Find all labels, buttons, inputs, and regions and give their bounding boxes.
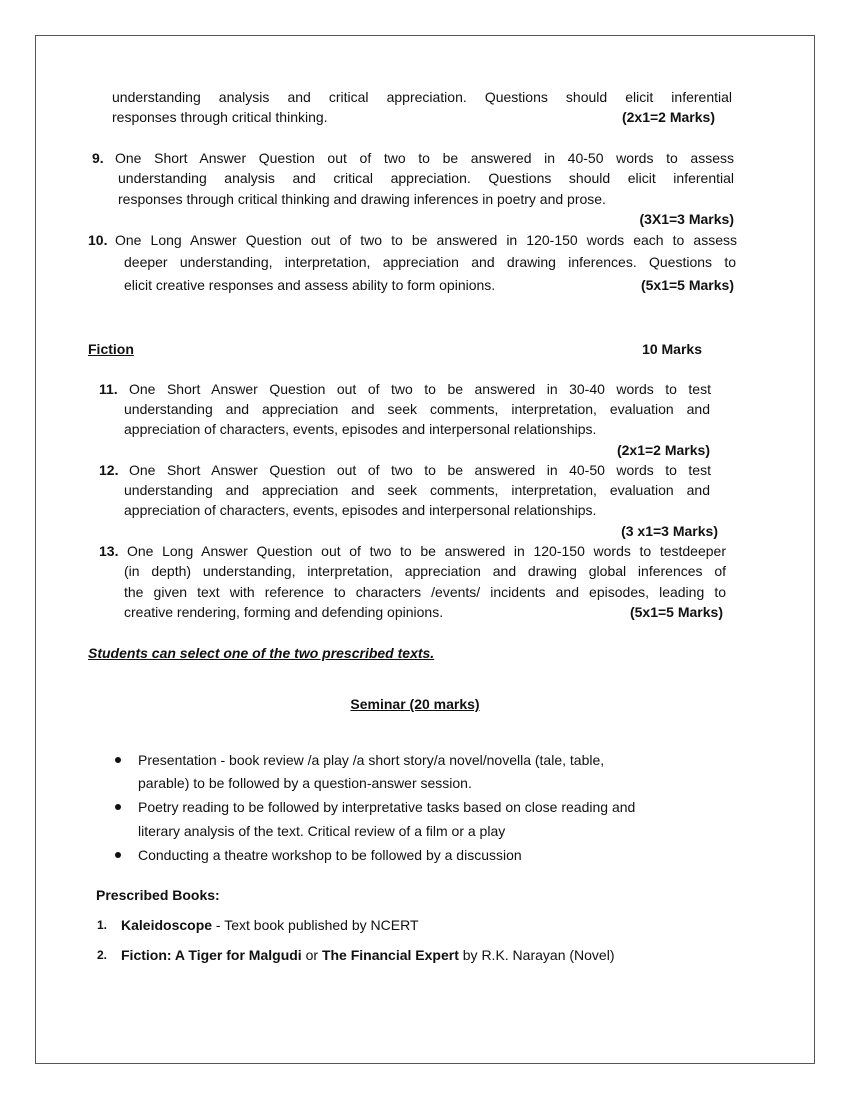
prescribed-item-2-or: or <box>301 947 322 963</box>
q9-marks: (3X1=3 Marks) <box>639 211 734 227</box>
q9-line-1: One Short Answer Question out of two to be answered in 40-50 words to assess <box>115 150 734 166</box>
q13-marks: (5x1=5 Marks) <box>629 604 723 620</box>
q11-marks: (2x1=2 Marks) <box>616 442 710 458</box>
students-note: Students can select one of the two prescribed texts. <box>88 645 435 661</box>
bullet-dot <box>115 804 121 810</box>
prescribed-item-1-title: Kaleidoscope <box>121 917 213 933</box>
q10-marks: (5x1=5 Marks) <box>640 277 734 293</box>
q10-line-3: elicit creative responses and assess ability to form opinions. <box>124 277 496 293</box>
q10-number: 10. <box>88 232 108 248</box>
prescribed-item-1 <box>121 916 419 934</box>
prescribed-heading: Prescribed Books: <box>96 887 220 903</box>
seminar-heading <box>0 695 850 713</box>
prescribed-item-2-number: 2. <box>97 948 108 962</box>
q12-line-3: appreciation of characters, events, episodes and interpersonal relationships. <box>124 502 597 518</box>
bullet-dot <box>115 757 121 763</box>
q11-number: 11. <box>99 381 118 397</box>
bullet-dot <box>115 852 121 858</box>
q13-line-3: the given text with reference to characters /events/ incidents and episodes, leading to <box>124 584 726 600</box>
seminar-bullet-3-line-1: Conducting a theatre workshop to be followed by a discussion <box>138 847 522 863</box>
q12-number: 12. <box>99 462 119 478</box>
q9-line-2: understanding analysis and critical appreciation. Questions should elicit inferential <box>118 170 734 186</box>
q13-line-2: (in depth) understanding, interpretation, appreciation and drawing global inferences of <box>124 563 726 579</box>
q12-marks: (3 x1=3 Marks) <box>621 523 718 539</box>
q12-line-2: understanding and appreciation and seek comments, interpretation, evaluation and <box>124 482 710 498</box>
q10-line-1: One Long Answer Question out of two to be answered in 120-150 words each to assess <box>115 232 737 248</box>
prescribed-item-1-number: 1. <box>97 918 108 932</box>
q8-line-2: responses through critical thinking. <box>112 109 328 125</box>
prescribed-item-2-title-2: The Financial Expert <box>321 947 459 963</box>
q11-line-1: One Short Answer Question out of two to be answered in 30-40 words to test <box>129 381 711 397</box>
fiction-marks: 10 Marks <box>642 341 702 357</box>
q11-line-3: appreciation of characters, events, episodes and interpersonal relationships. <box>124 421 597 437</box>
q12-line-1: One Short Answer Question out of two to be answered in 40-50 words to test <box>129 462 711 478</box>
prescribed-item-2 <box>121 946 614 964</box>
q8-line-1: understanding analysis and critical appreciation. Questions should elicit inferential <box>112 89 732 105</box>
seminar-bullet-2-line-2: literary analysis of the text. Critical review of a film or a play <box>138 823 506 839</box>
prescribed-item-2-desc: by R.K. Narayan (Novel) <box>458 947 615 963</box>
q13-line-4: creative rendering, forming and defending opinions. <box>124 604 444 620</box>
prescribed-item-2-title-1: Fiction: A Tiger for Malgudi <box>121 947 302 963</box>
q13-line-1: One Long Answer Question out of two to be answered in 120-150 words to testdeeper <box>127 543 726 559</box>
fiction-heading: Fiction <box>88 341 134 357</box>
seminar-heading-text: Seminar (20 marks) <box>350 696 480 712</box>
seminar-bullet-1-line-2: parable) to be followed by a question-answer session. <box>138 775 472 791</box>
seminar-bullet-1-line-1: Presentation - book review /a play /a short story/a novel/novella (tale, table, <box>138 752 605 768</box>
q11-line-2: understanding and appreciation and seek comments, interpretation, evaluation and <box>124 401 710 417</box>
q13-number: 13. <box>99 543 119 559</box>
q9-line-3: responses through critical thinking and drawing inferences in poetry and prose. <box>118 191 606 207</box>
prescribed-item-1-desc: - Text book published by NCERT <box>212 917 419 933</box>
q10-line-2: deeper understanding, interpretation, appreciation and drawing inferences. Questions to <box>124 254 736 270</box>
q9-number: 9. <box>92 150 104 166</box>
seminar-bullet-2-line-1: Poetry reading to be followed by interpretative tasks based on close reading and <box>138 799 636 815</box>
q8-marks: (2x1=2 Marks) <box>621 109 715 125</box>
